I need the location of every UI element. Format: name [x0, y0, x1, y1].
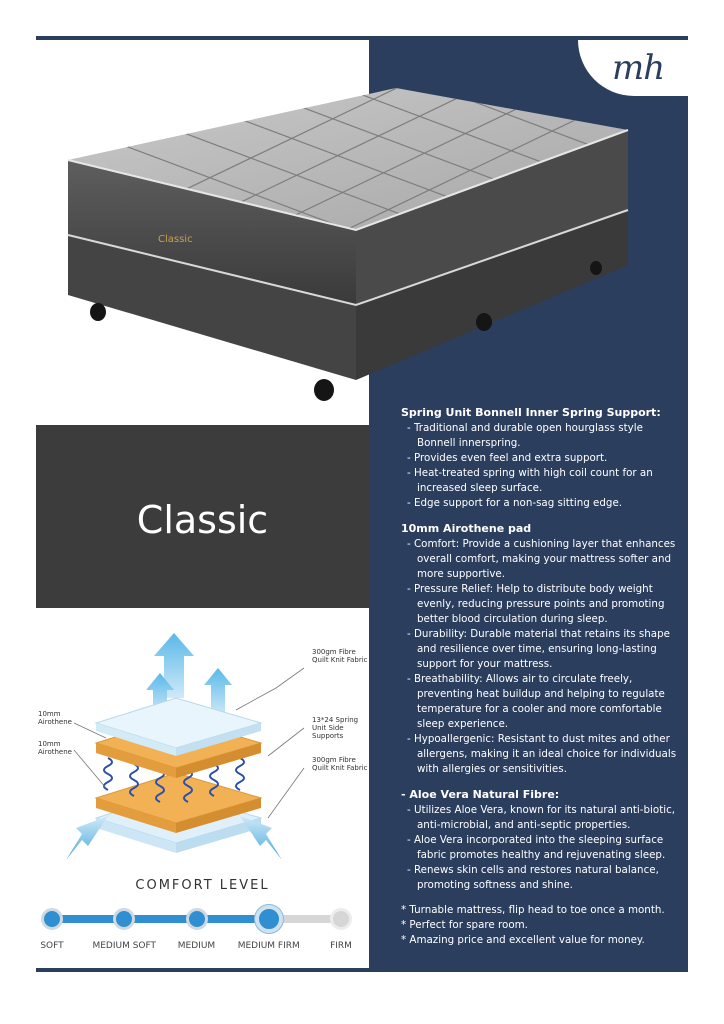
bottom-rule — [36, 968, 688, 972]
comfort-level-label: SOFT — [40, 941, 64, 951]
note-item: * Turnable mattress, flip head to toe once a month. — [401, 904, 665, 916]
product-name-panel — [36, 425, 369, 608]
label-fabric-top: 300gm Fibre Quilt Knit Fabric — [312, 648, 368, 664]
airothene-item: - Breathability: Allows air to circulate freely, preventing heat buildup and helping to regulate temperature for a cooler and more comfortable sleep experience. — [407, 673, 665, 730]
aloe-title: - Aloe Vera Natural Fibre: — [401, 788, 560, 801]
comfort-level-label: MEDIUM — [177, 941, 216, 951]
airothene-item: - Comfort: Provide a cushioning layer that enhances overall comfort, making your mattress softer and more supportive. — [407, 538, 676, 580]
comfort-level-label: FIRM — [330, 941, 352, 951]
comfort-scale-fill — [48, 915, 268, 923]
spring-title: Spring Unit Bonnell Inner Spring Support: — [401, 406, 661, 419]
mattress-embroidery: Classic — [158, 234, 193, 245]
aloe-item: - Utilizes Aloe Vera, known for its natural anti-biotic, anti-microbial, and anti-septic properties. — [407, 804, 676, 831]
spring-item: - Traditional and durable open hourglass style Bonnell innerspring. — [407, 422, 643, 449]
label-airothene-top: 10mm Airothene — [38, 710, 72, 726]
comfort-level-dot — [330, 908, 352, 930]
spring-item: - Heat-treated spring with high coil count for an increased sleep surface. — [407, 467, 653, 494]
label-airothene-bottom: 10mm Airothene — [38, 740, 72, 756]
label-fabric-bottom: 300gm Fibre Quilt Knit Fabric — [312, 756, 368, 772]
airothene-item: - Pressure Relief: Help to distribute body weight evenly, reducing pressure points and promoting better blood circulation during sleep. — [407, 583, 665, 625]
mattress-image — [56, 80, 646, 410]
comfort-level-dot — [255, 905, 283, 933]
product-name: Classic — [136, 498, 269, 542]
layer-diagram — [36, 628, 369, 866]
aloe-item: - Renews skin cells and restores natural balance, promoting softness and shine. — [407, 864, 659, 891]
spring-item: - Provides even feel and extra support. — [407, 452, 608, 464]
airothene-item: - Durability: Durable material that retains its shape and resilience over time, ensuring long-lasting support for your mattress. — [407, 628, 670, 670]
note-item: * Amazing price and excellent value for money. — [401, 934, 645, 946]
comfort-level-label: MEDIUM SOFT — [92, 941, 157, 951]
notes-list — [401, 903, 681, 948]
comfort-level-dot — [186, 908, 208, 930]
aloe-item: - Aloe Vera incorporated into the sleeping surface fabric promotes healthy and rejuvenating sleep. — [407, 834, 666, 861]
airothene-title: 10mm Airothene pad — [401, 522, 532, 535]
comfort-level-dot — [41, 908, 63, 930]
spring-item: - Edge support for a non-sag sitting edge. — [407, 497, 623, 509]
comfort-level-dot — [113, 908, 135, 930]
aloe-section — [401, 787, 681, 893]
brand-logo: mh — [612, 48, 665, 88]
label-spring-unit: 13*24 Spring Unit Side Supports — [312, 716, 359, 740]
comfort-level-label: MEDIUM FIRM — [237, 941, 300, 951]
comfort-level-title: COMFORT LEVEL — [135, 878, 270, 893]
note-item: * Perfect for spare room. — [401, 919, 528, 931]
airothene-section — [401, 521, 681, 777]
spec-text — [401, 405, 681, 948]
airflow-arrow-down — [66, 816, 108, 860]
airothene-item: - Hypoallergenic: Resistant to dust mites and other allergens, making it an ideal choice for individuals with allergies or sensitivities. — [407, 733, 677, 775]
spring-section — [401, 405, 681, 511]
